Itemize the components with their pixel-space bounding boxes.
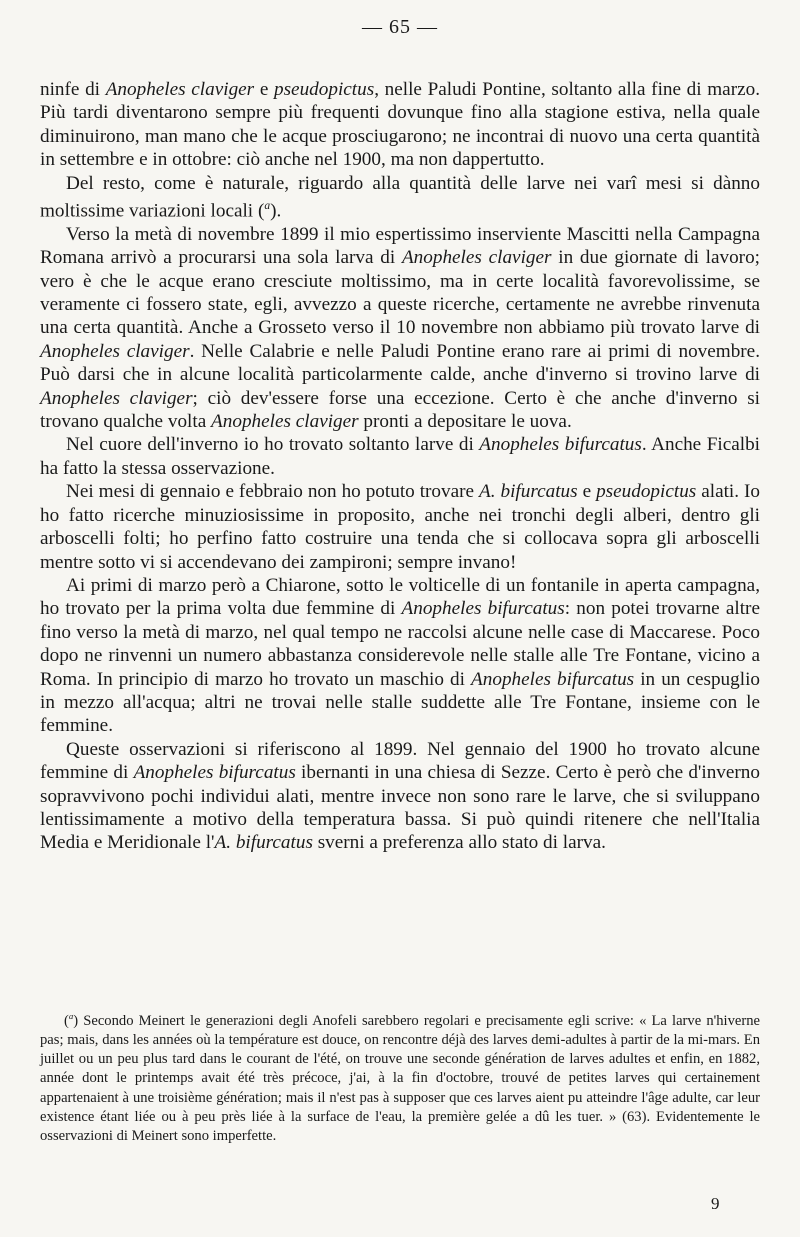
species-name: A. bifurcatus <box>214 832 313 854</box>
footnote-marker: a <box>68 1011 74 1021</box>
paragraph <box>40 480 760 574</box>
species-name: Anopheles claviger <box>105 79 255 100</box>
text-run: ibernanti in una chiesa di Sezze. Certo è però che d'inverno sopravvivono pochi individui alati, mentre invece non sono rare le larve, che si sviluppano lentissimamente a motivo della temperatura bassa. Si può quindi ritenere che nell'Italia Media e Meridionale l' <box>40 762 760 854</box>
text-run: e <box>254 79 274 100</box>
text-run: : non potei trovarne altre fino verso la metà di marzo, nel qual tempo ne raccolsi alcune nelle case di Maccarese. Poco dopo ne rinvenni un numero abbastanza considerevole nelle stalle alle Tre Fontane, vicino a Roma. In principio di marzo ho trovato un maschio di <box>40 598 760 690</box>
species-name: Anopheles bifurcatus <box>471 668 635 690</box>
text-run: in un cespuglio in mezzo all'acqua; altri ne trovai nelle stalle suddette alle Tre Fontane, insieme con le femmine. <box>40 668 760 737</box>
text-run: ) Secondo Meinert le generazioni degli Anofeli sarebbero regolari e precisamente egli scrive: « La larve n'hiverne pas; mais, dans les années où la température est douce, on rencontre déjà des larves demi-adultes à partir de la mi-mars. En juillet ou un peu plus tard dans le courant de l'été, on trouve une seconde génération de larves adultes et enfin, en 1882, année dont le printemps avait été très précoce, j'ai, à la fin d'octobre, trouvé de petites larves qui certainement appartenaient à une troisième génération; mais il n'est pas à supposer que ces larves aient pu atteindre l'âge adulte, car leur existence étant liée ou à peu près liée à la surface de l'eau, la première gelée a dû les tuer. » (63). Evidentemente le osservazioni di Meinert sono imperfette. <box>40 1012 760 1145</box>
text-run: ( <box>64 1012 69 1029</box>
text-run: ). <box>270 200 282 222</box>
text-run: Del resto, come è naturale, riguardo alla quantità delle larve nei varî mesi si dànno moltissime variazioni locali ( <box>40 172 760 222</box>
text-run: in due giornate di lavoro; vero è che le acque erano cresciute moltissimo, ma in certe località favorevolissime, se veramente ci fossero state, egli, avvezzo a queste ricerche, certamente ne avrebbe rinvenuta una certa quantità. Anche a Grosseto verso il 10 novembre non abbiamo più trovato larve di <box>40 247 760 339</box>
species-name: Anopheles bifurcatus <box>479 434 642 456</box>
text-run: e <box>577 481 597 503</box>
text-run: , nelle Paludi Pontine, soltanto alla fine di marzo. Più tardi diventarono sempre più frequenti dovunque fino alla stagione estiva, nella quale diminuirono, man mano che le acque prosciugarono; ne incontrai di nuovo una certa quantità in settembre e in ottobre: ciò anche nel 1900, ma non dappertutto. <box>40 79 760 171</box>
text-run: Nei mesi di gennaio e febbraio non ho potuto trovare <box>66 481 480 503</box>
paragraph <box>40 433 760 480</box>
species-name: Anopheles bifurcatus <box>133 762 296 784</box>
body-text <box>40 78 760 855</box>
footnote-marker: a <box>264 200 271 213</box>
text-run: pronti a depositare le uova. <box>358 411 572 433</box>
footnote-paragraph <box>40 1007 760 1146</box>
footnote <box>40 1007 760 1146</box>
paragraph <box>40 574 760 738</box>
signature-mark: 9 <box>711 1194 720 1213</box>
species-name: pseudopictus <box>596 481 697 503</box>
species-name: pseudopictus <box>274 79 375 100</box>
text-run: . Anche Ficalbi ha fatto la stessa osservazione. <box>40 434 760 479</box>
text-run: Verso la metà di novembre 1899 il mio espertissimo inserviente Mascitti nella Campagna Romana arrivò a procurarsi una sola larva di <box>40 223 760 269</box>
text-run: Nel cuore dell'inverno io ho trovato soltanto larve di <box>66 434 480 456</box>
text-run: sverni a preferenza allo stato di larva. <box>312 832 606 854</box>
paragraph <box>40 738 760 855</box>
species-name: Anopheles claviger <box>40 340 190 362</box>
paragraph <box>40 78 760 172</box>
species-name: Anopheles claviger <box>401 247 552 269</box>
page-number: — 65 — <box>362 16 438 38</box>
species-name: A. bifurcatus <box>479 481 578 503</box>
text-run: alati. Io ho fatto ricerche minuziosissime in proposito, anche nei tronchi degli alberi, dentro gli arboscelli folti; ho perfino fatto costruire una tenda che si collocava sopra gli arboscelli mentre sotto vi si accendevano dei zampironi; sempre invano! <box>40 481 760 573</box>
species-name: Anopheles claviger <box>40 387 193 409</box>
paragraph <box>40 172 760 223</box>
text-run: . Nelle Calabrie e nelle Paludi Pontine erano rare ai primi di novembre. Può darsi che in alcune località particolarmente calde, anche d'inverno si trovino larve di <box>40 340 760 386</box>
paragraph <box>40 223 760 434</box>
text-run: ; ciò dev'essere forse una eccezione. Certo è che anche d'inverno si trovano qualche volta <box>40 387 761 433</box>
text-run: ninfe di <box>40 79 106 100</box>
species-name: Anopheles bifurcatus <box>401 598 565 620</box>
text-run: Ai primi di marzo però a Chiarone, sotto le volticelle di un fontanile in aperta campagna, ho trovato per la prima volta due femmine di <box>40 574 760 620</box>
species-name: Anopheles claviger <box>211 411 359 433</box>
text-run: Queste osservazioni si riferiscono al 1899. Nel gennaio del 1900 ho trovato alcune femmine di <box>40 738 760 784</box>
